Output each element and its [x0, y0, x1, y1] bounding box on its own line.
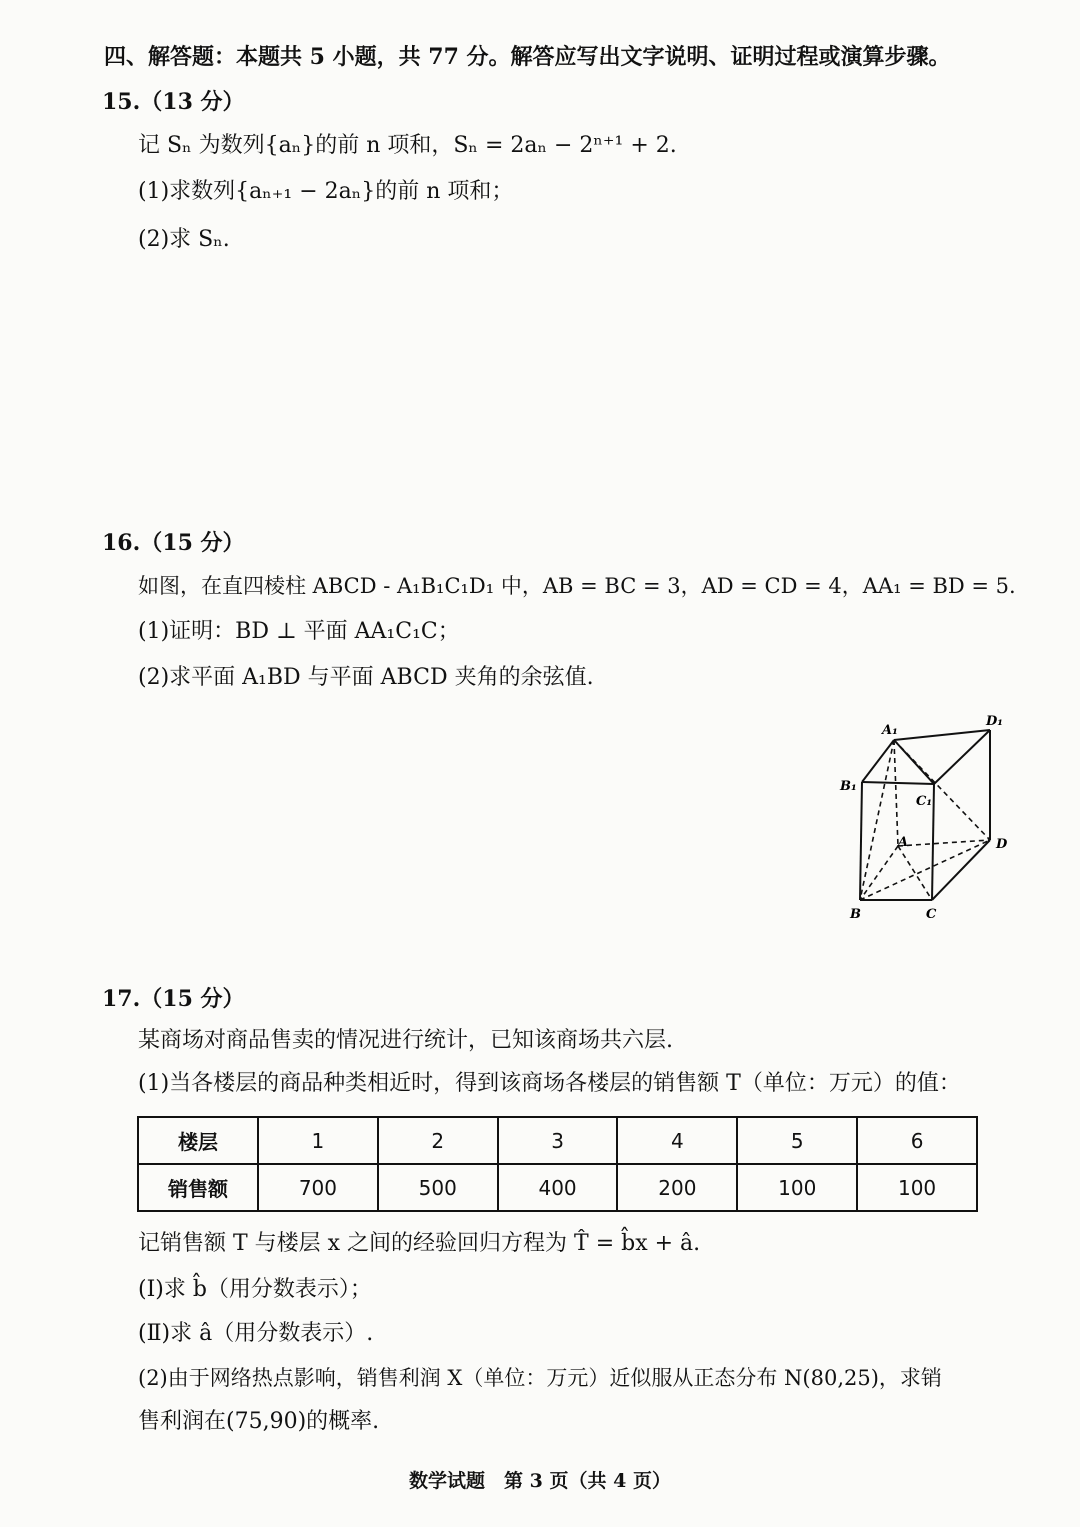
q15-part1: (1)求数列{aₙ₊₁ − 2aₙ}的前 n 项和；: [138, 179, 514, 204]
label-a: A: [898, 835, 909, 850]
label-c1: C₁: [916, 794, 933, 809]
sales-header: 销售额: [138, 1164, 258, 1211]
q15-part2: (2)求 Sₙ.: [138, 227, 230, 252]
page-footer: 数学试题 第 3 页（共 4 页）: [409, 1470, 671, 1492]
edge-bb1: [860, 782, 862, 900]
edge-aa1: [894, 740, 898, 846]
section-heading: 四、解答题：本题共 5 小题，共 77 分。解答应写出文字说明、证明过程或演算步骤。: [104, 44, 951, 70]
q16-stem: 如图，在直四棱柱 ABCD - A₁B₁C₁D₁ 中，AB = BC = 3，AD = CD = 4，AA₁ = BD = 5.: [138, 574, 1016, 598]
floor-cell: 5: [737, 1117, 857, 1164]
q16-number: 16.（15 分）: [102, 530, 245, 556]
edge-ac: [898, 846, 932, 900]
label-b: B: [850, 907, 861, 922]
edge-a1d: [894, 740, 990, 840]
edge-cd: [932, 840, 990, 900]
sales-cell: 500: [378, 1164, 498, 1211]
floor-cell: 2: [378, 1117, 498, 1164]
q16-part1: (1)证明：BD ⊥ 平面 AA₁C₁C；: [138, 619, 460, 644]
edge-ad: [898, 840, 990, 846]
edge-c1d1: [934, 730, 990, 784]
label-a1: A₁: [882, 723, 898, 738]
floor-cell: 3: [498, 1117, 618, 1164]
q17-regression: 记销售额 T 与楼层 x 之间的经验回归方程为 T̂ = b̂x + â.: [138, 1231, 701, 1256]
q17-intro: 某商场对商品售卖的情况进行统计，已知该商场共六层.: [138, 1028, 673, 1053]
table-row-floors: [138, 1117, 977, 1164]
floor-header: 楼层: [138, 1117, 258, 1164]
q17-part1: (1)当各楼层的商品种类相近时，得到该商场各楼层的销售额 T（单位：万元）的值：: [138, 1071, 961, 1096]
sales-cell: 100: [737, 1164, 857, 1211]
floor-cell: 6: [857, 1117, 977, 1164]
q17-part2-line1: (2)由于网络热点影响，销售利润 X（单位：万元）近似服从正态分布 N(80,25)，求销: [138, 1366, 942, 1390]
sales-cell: 100: [857, 1164, 977, 1211]
table-row-sales: [138, 1164, 977, 1211]
edge-cc1: [932, 784, 934, 900]
floor-cell: 1: [258, 1117, 378, 1164]
label-d1: D₁: [986, 714, 1003, 729]
sales-cell: 200: [617, 1164, 737, 1211]
edge-bd: [860, 840, 990, 900]
sales-cell: 400: [498, 1164, 618, 1211]
q17-sub-ii: (Ⅱ)求 â（用分数表示）.: [138, 1321, 374, 1346]
edge-a1d1: [894, 730, 990, 740]
q15-stem: 记 Sₙ 为数列{aₙ}的前 n 项和，Sₙ = 2aₙ − 2ⁿ⁺¹ + 2.: [138, 133, 677, 158]
label-d: D: [996, 837, 1008, 852]
floor-cell: 4: [617, 1117, 737, 1164]
sales-cell: 700: [258, 1164, 378, 1211]
sales-table: [137, 1116, 978, 1212]
q16-part2: (2)求平面 A₁BD 与平面 ABCD 夹角的余弦值.: [138, 665, 594, 690]
q17-sub-i: (Ⅰ)求 b̂（用分数表示）；: [138, 1277, 372, 1302]
edge-a1c1: [894, 740, 934, 784]
label-c: C: [926, 907, 937, 922]
q17-part2-line2: 售利润在(75,90)的概率.: [138, 1409, 380, 1434]
prism-figure: [830, 712, 1020, 922]
label-b1: B₁: [840, 779, 857, 794]
q17-number: 17.（15 分）: [102, 986, 245, 1012]
edge-b1c1: [862, 782, 934, 784]
q15-number: 15.（13 分）: [102, 89, 245, 115]
